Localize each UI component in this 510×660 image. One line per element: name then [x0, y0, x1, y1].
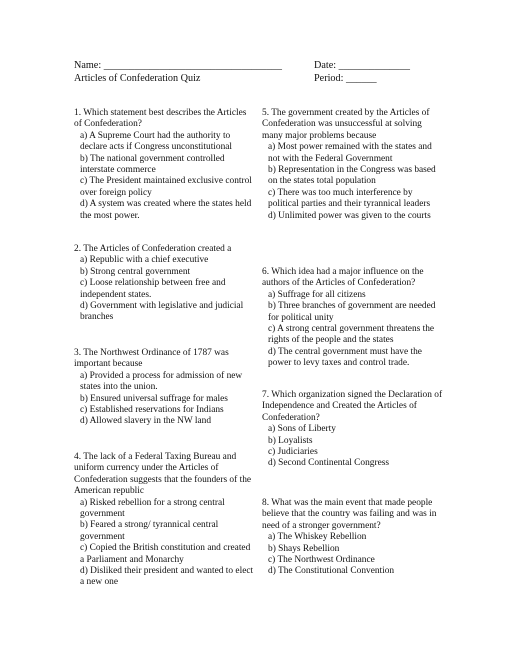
option-c: c) Judiciaries	[268, 447, 318, 458]
option-c: c) Loose relationship between free and independent states.	[80, 278, 226, 300]
question-5	[262, 108, 444, 222]
option-b: b) Feared a strong/ tyrannical central government	[80, 520, 219, 542]
name-line: Name: ___________________________________	[74, 60, 282, 71]
question-stem: 3. The Northwest Ordinance of 1787 was important because	[74, 348, 229, 370]
option-c: c) The President maintained exclusive control over foreign policy	[80, 176, 252, 198]
option-b: b) Loyalists	[268, 435, 313, 446]
option-b: b) Three branches of government are needed for political unity	[268, 301, 436, 323]
option-d: d) Disliked their president and wanted to elect a new one	[80, 566, 254, 588]
option-d: d) The central government must have the power to levy taxes and control trade.	[268, 346, 422, 369]
option-a: a) Suffrage for all citizens	[268, 289, 366, 300]
option-b: b) Representation in the Congress was based on the states total population	[268, 165, 436, 187]
question-stem: 2. The Articles of Confederation created a	[74, 244, 232, 254]
question-stem: 8. What was the main event that made people believe that the country was failing and was in need of a stronger government?	[262, 498, 437, 531]
question-stem: 4. The lack of a Federal Taxing Bureau and uniform currency under the Articles of Confederation suggests that the founders of the American republic	[74, 452, 252, 497]
option-c: c) There was too much interference by political parties and their tyrannical leaders	[268, 187, 431, 210]
option-b: b) Shays Rebellion	[268, 543, 340, 554]
option-d: d) A system was created where the states held the most power.	[80, 199, 252, 221]
date-line: Date: ______________	[314, 60, 410, 71]
quiz-title: Articles of Confederation Quiz	[74, 73, 201, 84]
question-3	[74, 348, 256, 428]
option-a: a) Republic with a chief executive	[80, 255, 209, 266]
option-b: b) Ensured universal suffrage for males	[80, 393, 228, 404]
option-c: c) Established reservations for Indians	[80, 405, 224, 416]
option-b: b) Strong central government	[80, 266, 191, 277]
option-d: d) Government with legislative and judicial branches	[80, 301, 244, 323]
option-c: c) Copied the British constitution and created a Parliament and Monarchy	[80, 543, 251, 565]
option-d: d) Second Continental Congress	[268, 458, 390, 469]
option-a: a) Most power remained with the states and not with the Federal Government	[268, 142, 432, 164]
option-a: a) Provided a process for admission of new states into the union.	[80, 370, 243, 393]
question-1	[74, 108, 256, 222]
question-6	[262, 267, 444, 370]
question-8	[262, 498, 444, 578]
option-d: d) Allowed slavery in the NW land	[80, 416, 212, 427]
question-4	[74, 452, 256, 589]
question-stem: 5. The government created by the Articles of Confederation was unsuccessful at solving many major problems because	[262, 108, 430, 141]
option-a: a) The Whiskey Rebellion	[268, 532, 367, 543]
question-7	[262, 390, 444, 470]
period-line: Period: ______	[314, 73, 377, 84]
question-2	[74, 244, 256, 324]
option-a: a) Sons of Liberty	[268, 424, 336, 435]
option-b: b) The national government controlled interstate commerce	[80, 153, 225, 176]
option-d: d) Unlimited power was given to the courts	[268, 210, 431, 221]
option-c: c) A strong central government threatens the rights of the people and the states	[268, 324, 435, 346]
option-a: a) Risked rebellion for a strong central government	[80, 497, 225, 520]
question-stem: 1. Which statement best describes the Articles of Confederation?	[74, 108, 247, 130]
option-a: a) A Supreme Court had the authority to declare acts if Congress unconstitutional	[80, 130, 233, 153]
option-d: d) The Constitutional Convention	[268, 566, 395, 577]
question-stem: 7. Which organization signed the Declaration of Independence and Created the Articles of Confederation?	[262, 390, 443, 423]
option-c: c) The Northwest Ordinance	[268, 555, 375, 566]
question-stem: 6. Which idea had a major influence on the authors of the Articles of Confederation?	[262, 267, 424, 289]
